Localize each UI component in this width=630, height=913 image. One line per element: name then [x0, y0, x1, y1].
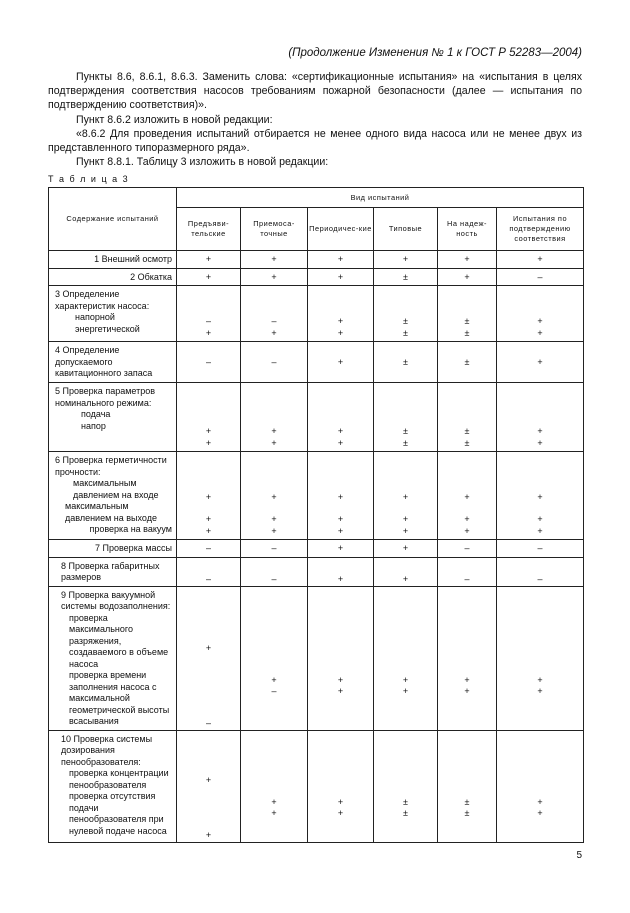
cell: + + +	[308, 452, 374, 540]
cell: +	[438, 268, 497, 286]
cell: –	[177, 540, 241, 558]
cell: +	[308, 268, 374, 286]
cell: –	[241, 342, 308, 383]
amendment-text	[48, 70, 582, 169]
cell: + + +	[177, 452, 241, 540]
header-content: Содержание испытаний	[49, 188, 177, 251]
cell: + –	[177, 586, 241, 730]
paragraph-1: Пункты 8.6, 8.6.1, 8.6.3. Заменить слова: «сертификационные испытания» на «испытания в целях подтверждения соответствия насосов требованиям пожарной безопасности (далее — испытания по подтверждению соответствия)».	[48, 71, 582, 112]
cell: + +	[374, 586, 438, 730]
cell: +	[497, 342, 584, 383]
row-label: 1 Внешний осмотр	[49, 251, 177, 269]
cell: –	[497, 268, 584, 286]
cell: + +	[241, 730, 308, 842]
cell: +	[308, 557, 374, 586]
cell: ± ±	[374, 730, 438, 842]
cell: +	[497, 251, 584, 269]
table-row	[49, 251, 584, 269]
document-header: (Продолжение Изменения № 1 к ГОСТ Р 52283—2004)	[288, 47, 582, 59]
cell: + +	[497, 286, 584, 342]
row-label: 6 Проверка герметичности прочности: максимальным давлением на входе максимальным давлением на выходе проверка на вакуум	[49, 452, 177, 540]
cell: + +	[308, 730, 374, 842]
row-label: 4 Определение допускаемого кавитационного запаса	[49, 342, 177, 383]
cell: + +	[497, 586, 584, 730]
cell: ± ±	[438, 383, 497, 452]
cell: +	[374, 557, 438, 586]
cell: + +	[241, 383, 308, 452]
cell: + +	[177, 383, 241, 452]
cell: ± ±	[438, 730, 497, 842]
cell: ± ±	[374, 286, 438, 342]
table-row	[49, 452, 584, 540]
cell: –	[497, 540, 584, 558]
cell: –	[438, 557, 497, 586]
cell: – +	[241, 286, 308, 342]
table-row	[49, 286, 584, 342]
cell: ± ±	[438, 286, 497, 342]
table-row	[49, 342, 584, 383]
cell: +	[308, 342, 374, 383]
table-row	[49, 586, 584, 730]
row-label: 5 Проверка параметров номинального режима: подача напор	[49, 383, 177, 452]
row-label: 9 Проверка вакуумной системы водозаполнения: проверка максимального разряжения, создаваемого в объеме насоса проверка времени заполнения насоса с максимальной геометрической высоты всасывания	[49, 586, 177, 730]
column-header: Типовые	[374, 208, 438, 251]
cell: + +	[438, 586, 497, 730]
cell: –	[241, 557, 308, 586]
cell: –	[177, 342, 241, 383]
cell: ±	[374, 342, 438, 383]
paragraph-4: Пункт 8.8.1. Таблицу 3 изложить в новой редакции:	[76, 156, 329, 169]
cell: + + +	[374, 452, 438, 540]
cell: ±	[438, 342, 497, 383]
cell: +	[241, 251, 308, 269]
table-row	[49, 557, 584, 586]
cell: +	[177, 268, 241, 286]
cell: + + +	[241, 452, 308, 540]
tests-table	[48, 187, 584, 843]
cell: + +	[497, 730, 584, 842]
cell: + +	[308, 383, 374, 452]
cell: +	[438, 251, 497, 269]
cell: +	[241, 268, 308, 286]
row-label: 8 Проверка габаритных размеров	[49, 557, 177, 586]
cell: + +	[497, 383, 584, 452]
table-caption: Т а б л и ц а 3	[48, 174, 130, 184]
cell: +	[177, 251, 241, 269]
column-header: На надеж-ность	[438, 208, 497, 251]
table-row	[49, 540, 584, 558]
paragraph-2: Пункт 8.6.2 изложить в новой редакции:	[76, 113, 273, 126]
cell: ± ±	[374, 383, 438, 452]
cell: +	[308, 251, 374, 269]
cell: + +	[177, 730, 241, 842]
cell: + + +	[438, 452, 497, 540]
cell: + +	[308, 586, 374, 730]
cell: +	[374, 251, 438, 269]
header-group: Вид испытаний	[177, 188, 584, 208]
row-label: 2 Обкатка	[49, 268, 177, 286]
table-row	[49, 268, 584, 286]
row-label: 7 Проверка массы	[49, 540, 177, 558]
page-number: 5	[576, 850, 582, 861]
row-label: 10 Проверка системы дозирования пенообразователя: проверка концентрации пенообразователя проверка отсутствия подачи пенообразователя при нулевой подаче насоса	[49, 730, 177, 842]
row-label: 3 Определение характеристик насоса: напорной энергетической	[49, 286, 177, 342]
cell: –	[241, 540, 308, 558]
cell: + +	[308, 286, 374, 342]
table-row	[49, 730, 584, 842]
cell: +	[374, 540, 438, 558]
paragraph-3: «8.6.2 Для проведения испытаний отбирается не менее одного вида насоса или не менее двух из представленного типоразмерного ряда».	[48, 127, 582, 155]
cell: –	[497, 557, 584, 586]
column-header: Приемоса-точные	[241, 208, 308, 251]
cell: ±	[374, 268, 438, 286]
cell: –	[438, 540, 497, 558]
cell: + –	[241, 586, 308, 730]
column-header: Периодичес-кие	[308, 208, 374, 251]
table-row	[49, 383, 584, 452]
column-header: Испытания по подтверждению соответствия	[497, 208, 584, 251]
cell: +	[308, 540, 374, 558]
cell: + + +	[497, 452, 584, 540]
cell: – +	[177, 286, 241, 342]
column-header: Предъяви-тельские	[177, 208, 241, 251]
cell: –	[177, 557, 241, 586]
